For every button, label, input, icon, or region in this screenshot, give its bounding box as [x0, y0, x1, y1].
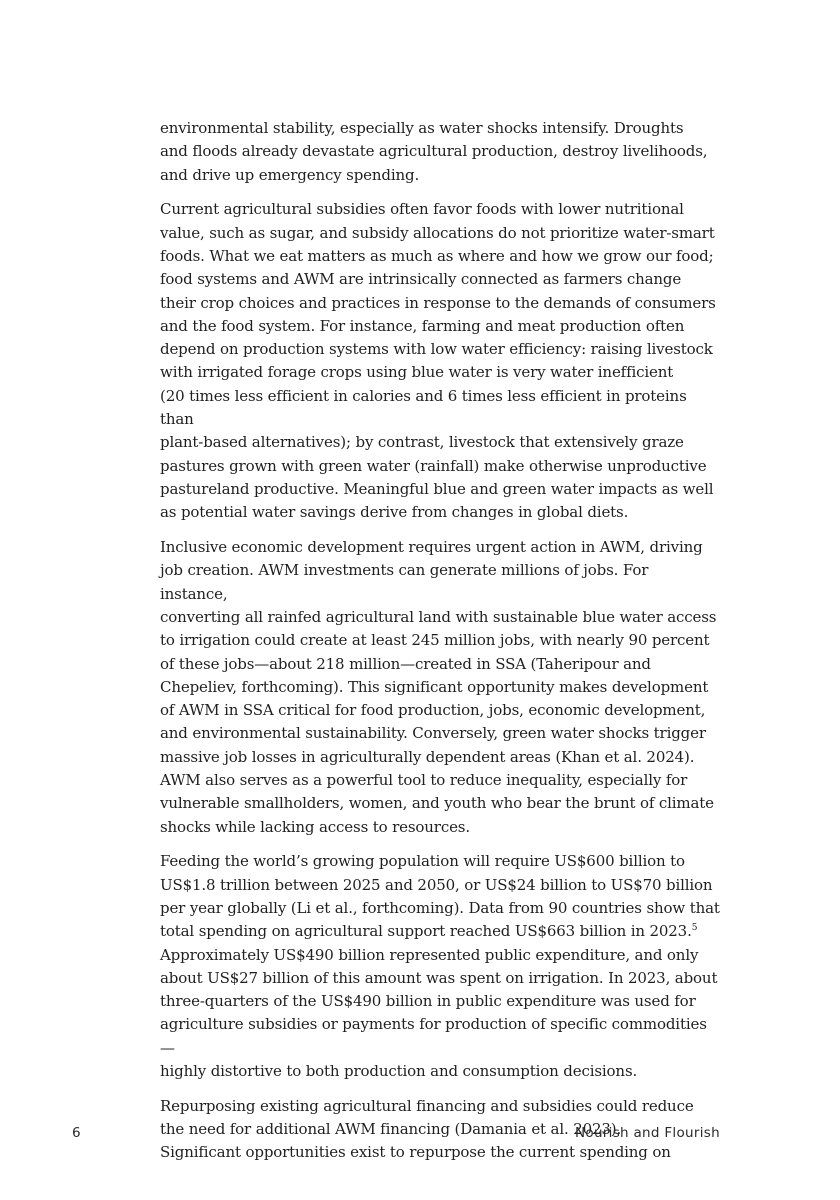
paragraph-5: Repurposing existing agricultural financing and subsidies could reduce the need for additional AWM financing (Damania et al. 2023). Significant opportunities exist to repurpose the current spending on: [160, 1096, 694, 1162]
paragraph-1: environmental stability, especially as water shocks intensify. Droughts and floods already devastate agricultural production, destroy livelihoods, and drive up emergency spending.: [160, 119, 708, 184]
page-footer: [72, 1125, 720, 1145]
footnote-marker[interactable]: 5: [691, 923, 698, 934]
paragraph-4: [160, 850, 720, 1083]
paragraph-3: Inclusive economic development requires urgent action in AWM, driving job creation. AWM investments can generate millions of jobs. For instance, converting all rainfed agricultural land with sustainable blue water access to irrigation could create at least 245 million jobs, with nearly 90 percent of these jobs—about 218 million—created in SSA (Taheripour and Chepeliev, forthcoming). This significant opportunity makes development of AWM in SSA critical for food production, jobs, economic development, and environmental sustainability. Conversely, green water shocks trigger massive job losses in agriculturally dependent areas (Khan et al. 2024). AWM also serves as a powerful tool to reduce inequality, especially for vulnerable smallholders, women, and youth who bear the brunt of climate shocks while lacking access to resources.: [160, 538, 717, 836]
paragraph-4-text-b: Approximately US$490 billion represented public expenditure, and only about US$27 billion of this amount was spent on irrigation. In 2023, about three-quarters of the US$490 billion in public expenditure was used for agriculture subsidies or payments for production of specific commodities— highly distortive to both production and consumption decisions.: [160, 945, 718, 1081]
running-title: Nourish and Flourish: [574, 1125, 720, 1141]
page-number: 6: [72, 1125, 81, 1141]
paragraph-2: Current agricultural subsidies often favor foods with lower nutritional value, such as sugar, and subsidy allocations do not prioritize water-smart foods. What we eat matters as much as where and how we grow our food; food systems and AWM are intrinsically connected as farmers change their crop choices and practices in response to the demands of consumers and the food system. For instance, farming and meat production often depend on production systems with low water efficiency: raising livestock with irrigated forage crops using blue water is very water inefficient (20 times less efficient in calories and 6 times less efficient in proteins than plant-based alternatives); by contrast, livestock that extensively graze pastures grown with green water (rainfall) make otherwise unproductive pastureland productive. Meaningful blue and green water impacts as well as potential water savings derive from changes in global diets.: [160, 200, 716, 522]
paragraph-4-text-a: Feeding the world’s growing population will require US$600 billion to US$1.8 trillion between 2025 and 2050, or US$24 billion to US$70 billion per year globally (Li et al., forthcoming). Data from 90 countries show that total spending on agricultural support reached US$663 billion in 2023.: [160, 852, 720, 941]
body-text: [160, 117, 720, 1176]
